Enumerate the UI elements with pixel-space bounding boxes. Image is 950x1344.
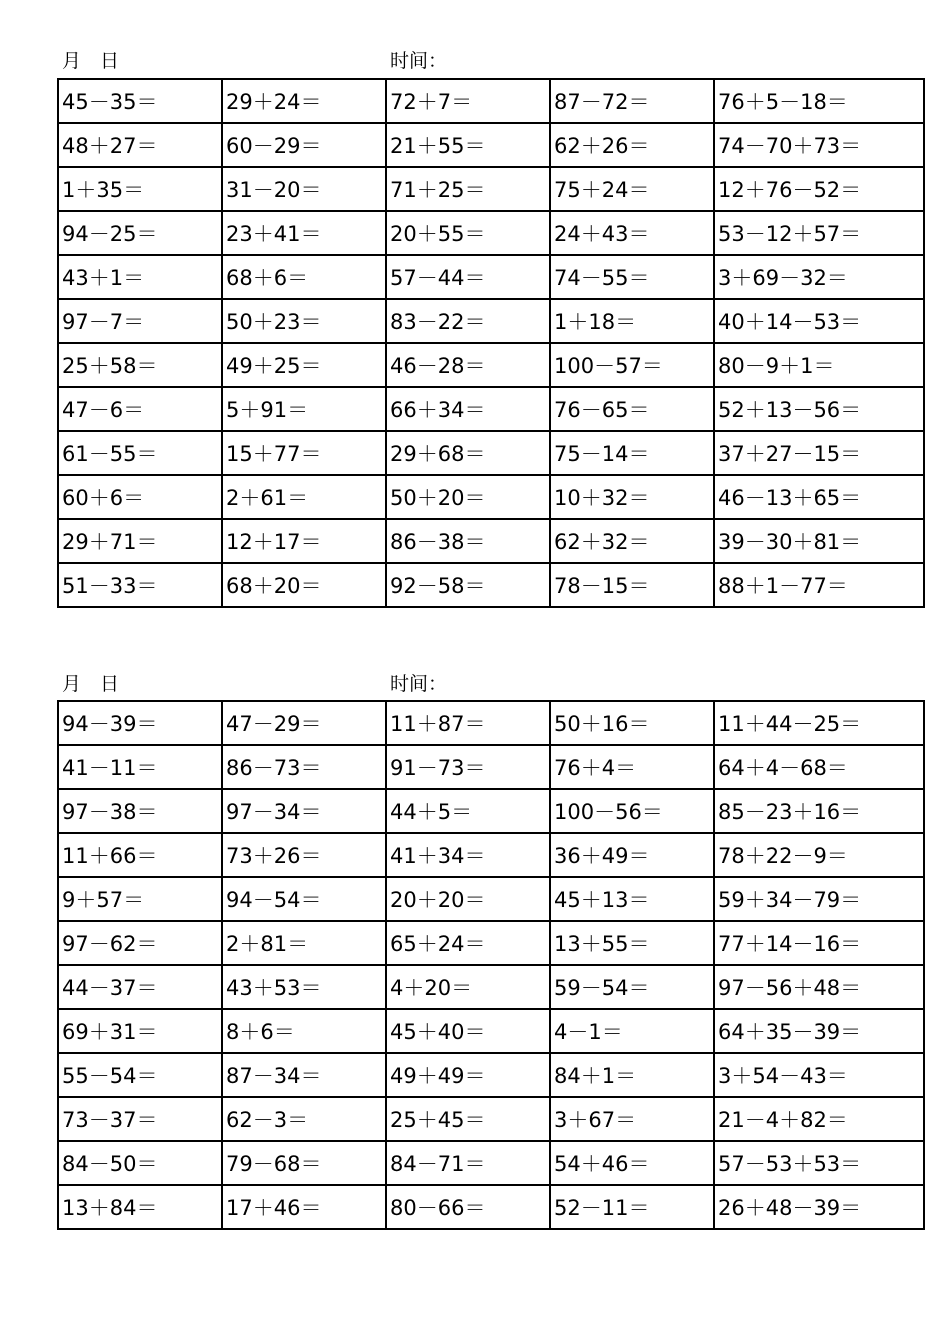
table-row [58, 1185, 924, 1229]
problem-cell: 10＋32＝ [550, 475, 714, 519]
problem-cell: 3＋69－32＝ [714, 255, 924, 299]
problem-cell: 13＋84＝ [58, 1185, 222, 1229]
table-row [58, 701, 924, 745]
worksheet-2-table [57, 700, 925, 1230]
problem-cell: 68＋20＝ [222, 563, 386, 607]
problem-cell: 29＋71＝ [58, 519, 222, 563]
problem-cell: 53－12＋57＝ [714, 211, 924, 255]
problem-cell: 36＋49＝ [550, 833, 714, 877]
problem-cell: 64＋4－68＝ [714, 745, 924, 789]
problem-cell: 1＋18＝ [550, 299, 714, 343]
problem-cell: 26＋48－39＝ [714, 1185, 924, 1229]
problem-cell: 75＋24＝ [550, 167, 714, 211]
problem-cell: 76＋4＝ [550, 745, 714, 789]
problem-cell: 45－35＝ [58, 79, 222, 123]
table-row [58, 965, 924, 1009]
problem-cell: 29＋68＝ [386, 431, 550, 475]
problem-cell: 41－11＝ [58, 745, 222, 789]
problem-cell: 84＋1＝ [550, 1053, 714, 1097]
problem-cell: 5＋91＝ [222, 387, 386, 431]
month-day-label: 月 日 [62, 50, 120, 72]
problem-cell: 41＋34＝ [386, 833, 550, 877]
problem-cell: 73＋26＝ [222, 833, 386, 877]
table-row [58, 123, 924, 167]
problem-cell: 97－56＋48＝ [714, 965, 924, 1009]
problem-cell: 71＋25＝ [386, 167, 550, 211]
worksheet-1-header [62, 46, 924, 72]
problem-cell: 46－13＋65＝ [714, 475, 924, 519]
problem-cell: 50＋16＝ [550, 701, 714, 745]
problem-cell: 50＋23＝ [222, 299, 386, 343]
table-row [58, 343, 924, 387]
problem-cell: 72＋7＝ [386, 79, 550, 123]
problem-cell: 44－37＝ [58, 965, 222, 1009]
problem-cell: 55－54＝ [58, 1053, 222, 1097]
problem-cell: 79－68＝ [222, 1141, 386, 1185]
problem-cell: 25＋58＝ [58, 343, 222, 387]
table-row [58, 519, 924, 563]
problem-cell: 86－73＝ [222, 745, 386, 789]
problem-cell: 87－34＝ [222, 1053, 386, 1097]
problem-cell: 64＋35－39＝ [714, 1009, 924, 1053]
problem-cell: 60－29＝ [222, 123, 386, 167]
table-row [58, 211, 924, 255]
problem-cell: 86－38＝ [386, 519, 550, 563]
table-row [58, 833, 924, 877]
table-row [58, 79, 924, 123]
problem-cell: 65＋24＝ [386, 921, 550, 965]
table-row [58, 255, 924, 299]
problem-cell: 49＋25＝ [222, 343, 386, 387]
problem-cell: 37＋27－15＝ [714, 431, 924, 475]
problem-cell: 59－54＝ [550, 965, 714, 1009]
table-row [58, 387, 924, 431]
problem-cell: 23＋41＝ [222, 211, 386, 255]
problem-cell: 20＋55＝ [386, 211, 550, 255]
worksheet-2-header [62, 669, 924, 695]
problem-cell: 84－50＝ [58, 1141, 222, 1185]
table-row [58, 1141, 924, 1185]
table-row [58, 1097, 924, 1141]
worksheet-1-table [57, 78, 925, 608]
problem-cell: 2＋61＝ [222, 475, 386, 519]
time-label: 时间： [390, 50, 448, 72]
problem-cell: 59＋34－79＝ [714, 877, 924, 921]
problem-cell: 62＋26＝ [550, 123, 714, 167]
problem-cell: 52－11＝ [550, 1185, 714, 1229]
problem-cell: 45＋40＝ [386, 1009, 550, 1053]
table-row [58, 745, 924, 789]
problem-cell: 66＋34＝ [386, 387, 550, 431]
problem-cell: 25＋45＝ [386, 1097, 550, 1141]
problem-cell: 3＋67＝ [550, 1097, 714, 1141]
problem-cell: 45＋13＝ [550, 877, 714, 921]
problem-cell: 11＋66＝ [58, 833, 222, 877]
problem-cell: 87－72＝ [550, 79, 714, 123]
problem-cell: 11＋87＝ [386, 701, 550, 745]
table-row [58, 299, 924, 343]
problem-cell: 49＋49＝ [386, 1053, 550, 1097]
month-day-label: 月 日 [62, 673, 120, 695]
problem-cell: 60＋6＝ [58, 475, 222, 519]
problem-cell: 2＋81＝ [222, 921, 386, 965]
problem-cell: 21－4＋82＝ [714, 1097, 924, 1141]
problem-cell: 43＋53＝ [222, 965, 386, 1009]
problem-cell: 92－58＝ [386, 563, 550, 607]
problem-cell: 43＋1＝ [58, 255, 222, 299]
problem-cell: 48＋27＝ [58, 123, 222, 167]
problem-cell: 4＋20＝ [386, 965, 550, 1009]
problem-cell: 12＋76－52＝ [714, 167, 924, 211]
problem-cell: 62－3＝ [222, 1097, 386, 1141]
problem-cell: 73－37＝ [58, 1097, 222, 1141]
problem-cell: 77＋14－16＝ [714, 921, 924, 965]
table-row [58, 877, 924, 921]
problem-cell: 50＋20＝ [386, 475, 550, 519]
problem-cell: 78＋22－9＝ [714, 833, 924, 877]
problem-cell: 75－14＝ [550, 431, 714, 475]
problem-cell: 76－65＝ [550, 387, 714, 431]
problem-cell: 97－7＝ [58, 299, 222, 343]
problem-cell: 74－70＋73＝ [714, 123, 924, 167]
problem-cell: 3＋54－43＝ [714, 1053, 924, 1097]
table-row [58, 1009, 924, 1053]
problem-cell: 8＋6＝ [222, 1009, 386, 1053]
problem-cell: 97－34＝ [222, 789, 386, 833]
problem-cell: 97－38＝ [58, 789, 222, 833]
problem-cell: 12＋17＝ [222, 519, 386, 563]
problem-cell: 39－30＋81＝ [714, 519, 924, 563]
problem-cell: 54＋46＝ [550, 1141, 714, 1185]
problem-cell: 21＋55＝ [386, 123, 550, 167]
table-row [58, 921, 924, 965]
table-row [58, 789, 924, 833]
problem-cell: 29＋24＝ [222, 79, 386, 123]
problem-cell: 20＋20＝ [386, 877, 550, 921]
problem-cell: 46－28＝ [386, 343, 550, 387]
problem-cell: 68＋6＝ [222, 255, 386, 299]
problem-cell: 4－1＝ [550, 1009, 714, 1053]
problem-cell: 61－55＝ [58, 431, 222, 475]
problem-cell: 88＋1－77＝ [714, 563, 924, 607]
problem-cell: 47－6＝ [58, 387, 222, 431]
table-row [58, 1053, 924, 1097]
problem-cell: 24＋43＝ [550, 211, 714, 255]
table-row [58, 431, 924, 475]
problem-cell: 51－33＝ [58, 563, 222, 607]
table-row [58, 167, 924, 211]
problem-cell: 97－62＝ [58, 921, 222, 965]
problem-cell: 31－20＝ [222, 167, 386, 211]
time-label: 时间： [390, 673, 448, 695]
problem-cell: 40＋14－53＝ [714, 299, 924, 343]
problem-cell: 9＋57＝ [58, 877, 222, 921]
problem-cell: 91－73＝ [386, 745, 550, 789]
problem-cell: 85－23＋16＝ [714, 789, 924, 833]
problem-cell: 84－71＝ [386, 1141, 550, 1185]
problem-cell: 78－15＝ [550, 563, 714, 607]
problem-cell: 57－53＋53＝ [714, 1141, 924, 1185]
problem-cell: 1＋35＝ [58, 167, 222, 211]
problem-cell: 47－29＝ [222, 701, 386, 745]
problem-cell: 11＋44－25＝ [714, 701, 924, 745]
problem-cell: 76＋5－18＝ [714, 79, 924, 123]
problem-cell: 52＋13－56＝ [714, 387, 924, 431]
problem-cell: 80－66＝ [386, 1185, 550, 1229]
table-row [58, 475, 924, 519]
problem-cell: 100－57＝ [550, 343, 714, 387]
problem-cell: 100－56＝ [550, 789, 714, 833]
problem-cell: 94－54＝ [222, 877, 386, 921]
problem-cell: 94－25＝ [58, 211, 222, 255]
problem-cell: 15＋77＝ [222, 431, 386, 475]
problem-cell: 94－39＝ [58, 701, 222, 745]
problem-cell: 83－22＝ [386, 299, 550, 343]
problem-cell: 57－44＝ [386, 255, 550, 299]
problem-cell: 17＋46＝ [222, 1185, 386, 1229]
problem-cell: 62＋32＝ [550, 519, 714, 563]
problem-cell: 13＋55＝ [550, 921, 714, 965]
problem-cell: 44＋5＝ [386, 789, 550, 833]
problem-cell: 69＋31＝ [58, 1009, 222, 1053]
problem-cell: 80－9＋1＝ [714, 343, 924, 387]
table-row [58, 563, 924, 607]
problem-cell: 74－55＝ [550, 255, 714, 299]
